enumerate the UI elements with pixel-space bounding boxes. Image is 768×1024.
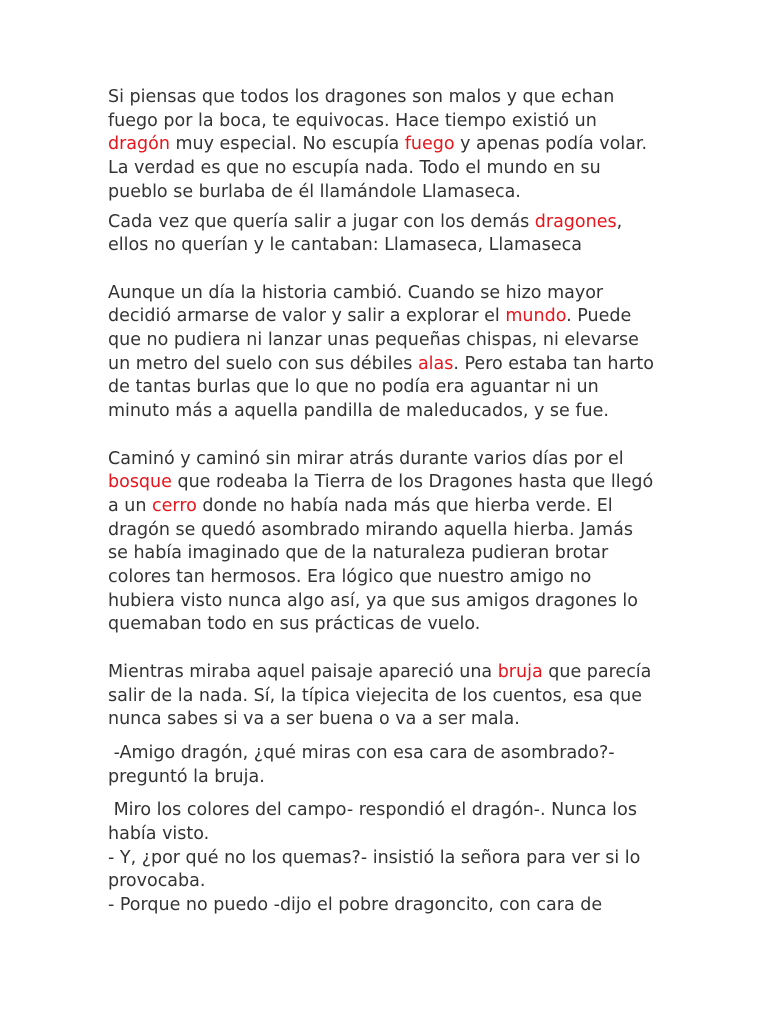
- paragraph-spacer: [108, 258, 668, 282]
- text-run: y apenas podía volar.: [454, 134, 648, 155]
- keyword-link-mundo[interactable]: mundo: [505, 306, 567, 327]
- text-line: [108, 353, 668, 377]
- text-run: Miro los colores del campo- respondió el dragón-. Nunca los: [108, 800, 637, 821]
- text-line: [108, 742, 668, 766]
- text-run: que no pudiera ni lanzar unas pequeñas chispas, ni elevarse: [108, 330, 639, 351]
- text-line: [108, 86, 668, 110]
- text-line: [108, 613, 668, 637]
- text-run: ,: [616, 211, 623, 232]
- text-run: Mientras miraba aquel paisaje apareció una: [108, 661, 498, 682]
- text-run: salir de la nada. Sí, la típica viejecita de los cuentos, esa que: [108, 685, 642, 706]
- text-line: [108, 799, 668, 823]
- text-run: que rodeaba la Tierra de los Dragones hasta que llegó: [171, 472, 654, 493]
- text-run: ellos no querían y le cantaban: Llamaseca, Llamaseca: [108, 235, 582, 256]
- text-run: Aunque un día la historia cambió. Cuando se hizo mayor: [108, 282, 604, 303]
- text-run: preguntó la bruja.: [108, 766, 265, 787]
- text-line: [108, 708, 668, 732]
- paragraph-spacer: [108, 789, 668, 799]
- text-run: minuto más a aquella pandilla de maleducados, y se fue.: [108, 401, 609, 422]
- text-line: [108, 870, 668, 894]
- text-run: un metro del suelo con sus débiles: [108, 353, 418, 374]
- text-run: - Y, ¿por qué no los quemas?- insistió la señora para ver si lo: [108, 847, 641, 868]
- paragraph-2: [108, 211, 668, 258]
- keyword-link-alas[interactable]: alas: [417, 353, 454, 374]
- keyword-link-bosque[interactable]: bosque: [108, 472, 172, 493]
- text-line: [108, 542, 668, 566]
- text-run: hubiera visto nunca algo así, ya que sus amigos dragones lo: [108, 590, 638, 611]
- document-page: [108, 86, 668, 918]
- text-run: Si piensas que todos los dragones son malos y que echan: [108, 87, 615, 107]
- text-line: [108, 847, 668, 871]
- text-run: muy especial. No escupía: [169, 134, 405, 155]
- text-line: [108, 495, 668, 519]
- text-run: Cada vez que quería salir a jugar con los demás: [108, 211, 535, 232]
- paragraph-spacer: [108, 732, 668, 742]
- keyword-link-dragones[interactable]: dragones: [534, 211, 617, 232]
- text-line: [108, 110, 668, 134]
- text-line: [108, 894, 668, 918]
- text-line: [108, 305, 668, 329]
- text-run: donde no había nada más que hierba verde. El: [196, 495, 613, 516]
- text-line: [108, 590, 668, 614]
- text-line: [108, 448, 668, 472]
- text-line: [108, 566, 668, 590]
- text-run: Caminó y caminó sin mirar atrás durante varios días por el: [108, 448, 624, 469]
- paragraph-7: [108, 799, 668, 918]
- paragraph-4: [108, 448, 668, 638]
- paragraph-spacer: [108, 637, 668, 661]
- paragraph-6: [108, 742, 668, 789]
- text-run: de tantas burlas que lo que no podía era aguantar ni un: [108, 377, 599, 398]
- text-run: que parecía: [542, 661, 652, 682]
- text-run: . Puede: [566, 306, 632, 327]
- text-run: se había imaginado que de la naturaleza pudieran brotar: [108, 543, 609, 564]
- paragraph-spacer: [108, 424, 668, 448]
- text-line: [108, 211, 668, 235]
- text-run: La verdad es que no escupía nada. Todo el mundo en su: [108, 158, 601, 179]
- text-run: pueblo se burlaba de él llamándole Llamaseca.: [108, 181, 521, 202]
- text-run: quemaban todo en sus prácticas de vuelo.: [108, 614, 481, 635]
- text-line: [108, 471, 668, 495]
- text-run: nunca sabes si va a ser buena o va a ser mala.: [108, 709, 520, 730]
- text-run: . Pero estaba tan harto: [453, 353, 654, 374]
- text-line: [108, 157, 668, 181]
- text-line: [108, 329, 668, 353]
- text-line: [108, 133, 668, 157]
- text-run: fuego por la boca, te equivocas. Hace tiempo existió un: [108, 110, 597, 131]
- keyword-link-bruja[interactable]: bruja: [497, 661, 543, 682]
- paragraph-3: [108, 282, 668, 424]
- keyword-link-fuego[interactable]: fuego: [404, 134, 455, 155]
- text-line: [108, 234, 668, 258]
- text-line: [108, 181, 668, 205]
- text-line: [108, 519, 668, 543]
- text-run: provocaba.: [108, 871, 206, 892]
- text-run: -Amigo dragón, ¿qué miras con esa cara de asombrado?-: [108, 742, 615, 763]
- text-run: colores tan hermosos. Era lógico que nuestro amigo no: [108, 567, 592, 588]
- keyword-link-dragon[interactable]: dragón: [108, 134, 170, 155]
- text-line: [108, 376, 668, 400]
- text-line: [108, 661, 668, 685]
- paragraph-5: [108, 661, 668, 732]
- keyword-link-cerro[interactable]: cerro: [152, 495, 197, 516]
- text-run: había visto.: [108, 824, 210, 845]
- text-line: [108, 685, 668, 709]
- text-run: dragón se quedó asombrado mirando aquella hierba. Jamás: [108, 519, 633, 540]
- text-line: [108, 282, 668, 306]
- text-run: - Porque no puedo -dijo el pobre dragoncito, con cara de: [108, 895, 603, 916]
- paragraph-1: [108, 86, 668, 205]
- text-line: [108, 766, 668, 790]
- text-line: [108, 823, 668, 847]
- text-run: a un: [108, 495, 153, 516]
- text-run: decidió armarse de valor y salir a explorar el: [108, 306, 506, 327]
- text-line: [108, 400, 668, 424]
